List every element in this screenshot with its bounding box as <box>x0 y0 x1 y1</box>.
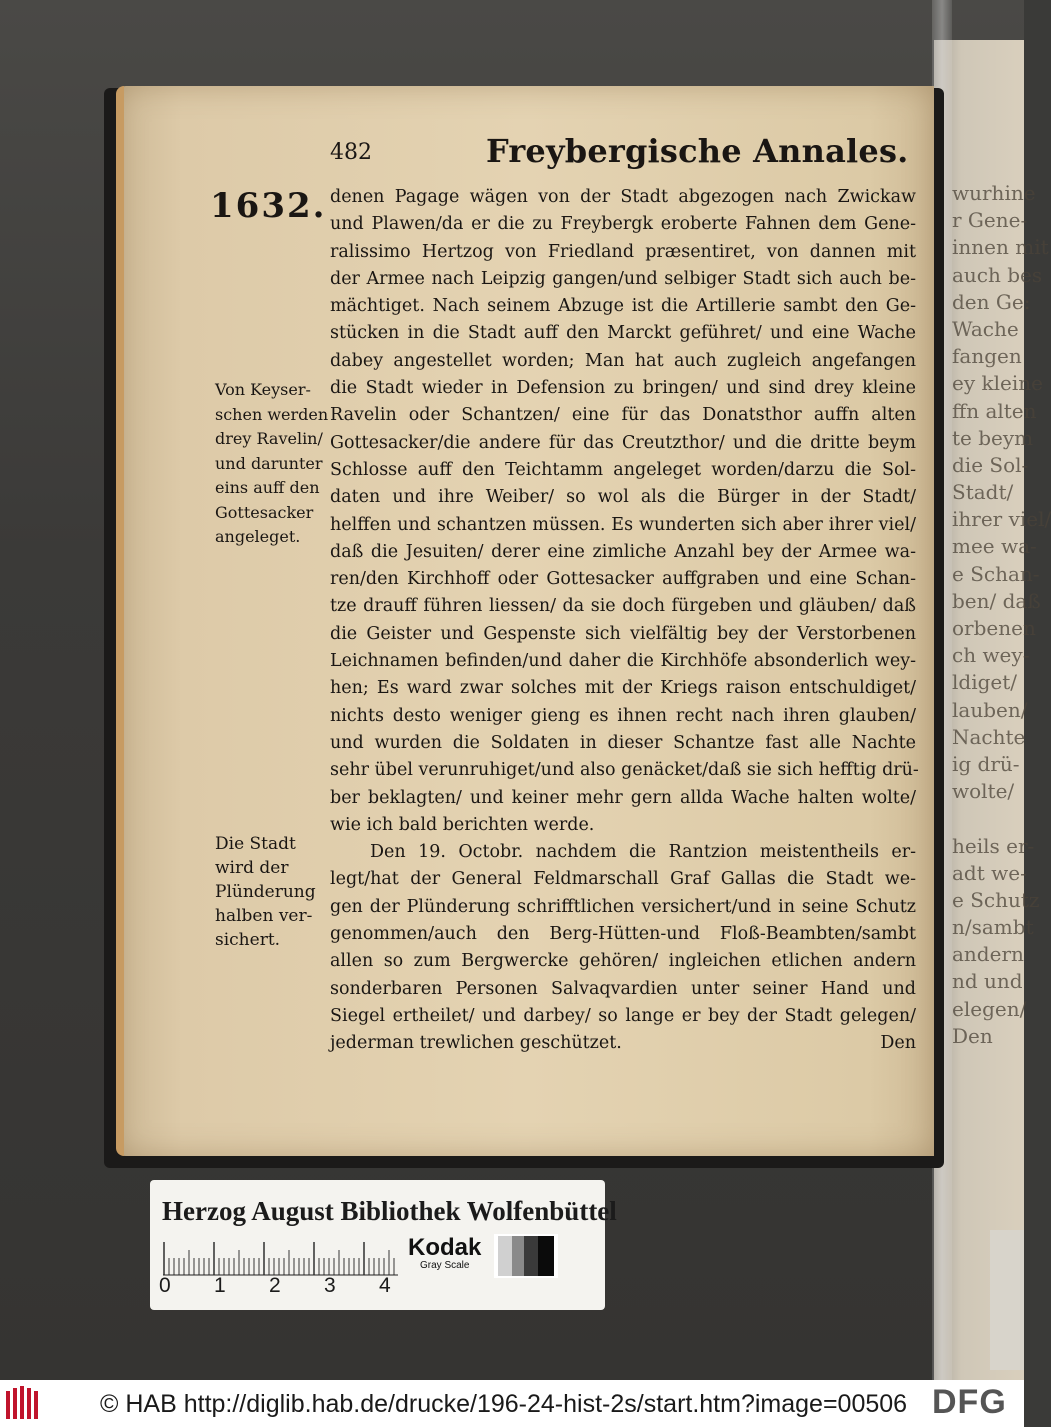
facing-page-line: Wache <box>952 316 1019 341</box>
facing-page-line <box>952 805 1024 832</box>
text-line: Siegel ertheilet/ und darbey/ so lange er bey der Stadt gelegen/ <box>330 1005 916 1026</box>
text-line: mächtiget. Nach seinem Abzuge ist die Artillerie sambt den Ge- <box>330 296 916 317</box>
facing-page-line: Nachte <box>952 724 1026 749</box>
facing-page-line: nd und <box>952 969 1023 994</box>
text-line: allen so zum Bergwercke gehören/ ingleichen etlichen andern <box>330 951 916 972</box>
ruler-scale <box>163 1238 398 1276</box>
facing-page-line: n/sambt <box>952 915 1034 940</box>
facing-page-line: ldiget/ <box>952 670 1018 695</box>
ruler-number: 3 <box>324 1274 336 1297</box>
gloss-line: Von Keyser- <box>215 380 311 399</box>
facing-page-line: r Gene- <box>952 208 1028 233</box>
facing-page-line: ben/ daß <box>952 588 1041 613</box>
gloss-line: Plünderung <box>215 882 316 902</box>
facing-page-line: ig drü- <box>952 751 1020 776</box>
facing-page-line: Stadt/ <box>952 480 1014 505</box>
ruler-number: 2 <box>269 1274 281 1297</box>
text-line: Den 19. Octobr. nachdem die Rantzion meistentheils er- <box>370 842 916 863</box>
ruler-number: 0 <box>159 1274 171 1297</box>
library-name: Herzog August Bibliothek Wolfenbüttel <box>162 1196 617 1226</box>
text-line: sehr übel verunruhiget/und also genäcket/daß sie sich hefftig drü- <box>330 760 919 781</box>
kodak-subtitle: Gray Scale <box>420 1260 470 1271</box>
text-line: ren/den Kirchhoff oder Gottesacker auffgraben und eine Schan- <box>330 569 916 590</box>
ruler-number: 4 <box>379 1274 391 1297</box>
text-line: Gottesacker/die andere für das Creutzthor/ und die dritte beym <box>330 432 916 453</box>
text-line: die Stadt wieder in Defension zu bringen/ und sind drey kleine <box>330 378 916 399</box>
text-line: die Geister und Gespenste sich vielfältig bey der Verstorbenen <box>330 623 916 644</box>
dfg-logo: DFG <box>932 1383 1007 1421</box>
text-line: daten und ihre Weiber/ so wol als die Bürger in der Stadt/ <box>330 487 916 508</box>
facing-page-line: elegen/ <box>952 996 1027 1021</box>
grayscale-patch <box>494 1234 558 1278</box>
running-title: Freybergische Annales. <box>486 132 909 170</box>
margin-note-ravelins <box>215 378 329 550</box>
text-line: jederman trewlichen geschützet. <box>330 1033 622 1054</box>
text-line: der Armee nach Leipzig gangen/und selbiger Stadt sich auch be- <box>330 268 916 289</box>
copyright-url[interactable]: © HAB http://diglib.hab.de/drucke/196-24-hist-2s/start.htm?image=00506 <box>100 1390 908 1418</box>
gloss-line: sichert. <box>215 930 281 950</box>
year-marker: 1632. <box>210 186 327 226</box>
gloss-line: schen werden <box>215 404 329 424</box>
text-line: helffen und schantzen müssen. Es wunderten sich aber ihrer viel/ <box>330 514 916 535</box>
facing-page-line: Den <box>952 1023 993 1048</box>
facing-page-line: mee wa- <box>952 534 1037 559</box>
gloss-line: wird der <box>215 858 289 878</box>
ruler-number: 1 <box>214 1274 226 1297</box>
text-line: wie ich bald berichten werde. <box>330 814 595 835</box>
facing-page-line: wolte/ <box>952 779 1015 804</box>
facing-page-line: fangen <box>952 344 1022 369</box>
text-line: Ravelin oder Schantzen/ eine für das Donatsthor auffn alten <box>330 405 916 426</box>
facing-page-line: innen mit <box>952 235 1049 260</box>
text-line: hen; Es ward zwar solches mit der Kriegs raison entschuldiget/ <box>330 678 916 699</box>
gloss-line: Gottesacker <box>215 502 314 522</box>
facing-page-line: adt we- <box>952 860 1027 885</box>
text-line: gen der Plünderung schrifftlichen versichert/und in seine Schutz <box>330 896 916 917</box>
text-line: Den <box>880 1033 916 1054</box>
facing-page-line: orbenen <box>952 616 1036 640</box>
ruler-labels <box>159 1274 403 1300</box>
text-line: genommen/auch den Berg-Hütten-und Floß-Beambten/sambt <box>330 924 916 945</box>
facing-page-line: e Schutz <box>952 887 1040 912</box>
facing-page-line: e Schan- <box>952 561 1040 586</box>
facing-page-text <box>952 180 1051 1050</box>
facing-page-line: wurhine <box>952 181 1036 205</box>
main-text-block <box>330 184 919 1058</box>
text-line: denen Pagage wägen von der Stadt abgezogen nach Zwickaw <box>330 187 916 207</box>
margin-note-plunder <box>215 832 323 952</box>
gloss-line: halben ver- <box>215 906 313 926</box>
facing-page-line: ch wey- <box>952 643 1030 668</box>
facing-page-line: lauben/ <box>952 697 1028 722</box>
text-line: dabey angestellet worden; Man hat auch zugleich angefangen <box>330 350 916 371</box>
facing-page-line: die Sol- <box>952 452 1029 477</box>
text-line: Leichnamen befinden/und daher die Kirchhöfe absonderlich wey- <box>330 651 916 672</box>
facing-page-line: ihrer viel/ <box>952 507 1051 532</box>
running-head <box>0 132 1024 178</box>
page-edge <box>116 86 124 1156</box>
text-line: legt/hat der General Feldmarschall Graf Gallas die Stadt we- <box>330 869 916 890</box>
gloss-line: angeleget. <box>215 527 301 546</box>
text-line: nichts desto weniger gieng es ihnen recht nach ihren glauben/ <box>330 705 916 726</box>
facing-page-line: andern <box>952 942 1024 967</box>
facing-page-line: heils er- <box>952 833 1035 858</box>
page-number: 482 <box>330 140 372 165</box>
facing-page-line: te beym <box>952 425 1034 450</box>
kodak-logo: Kodak <box>408 1234 482 1261</box>
hab-logo-icon <box>4 1385 44 1423</box>
facing-page-line: den Ge: <box>952 289 1031 314</box>
text-line: und wurden die Soldaten in dieser Schantze fast alle Nachte <box>330 732 916 753</box>
text-line: ralissimo Hertzog von Friedland præsentiret, von dannen mit <box>330 241 916 262</box>
side-label-strip <box>990 1230 1024 1370</box>
gloss-line: eins auff den <box>215 478 320 497</box>
gloss-line: Die Stadt <box>215 834 296 854</box>
text-line: stücken in die Stadt auff den Marckt geführet/ und eine Wache <box>330 323 916 344</box>
gloss-line: und darunter <box>215 453 323 473</box>
gloss-line: drey Ravelin/ <box>215 429 323 448</box>
text-line: und Plawen/da er die zu Freybergk eroberte Fahnen dem Gene- <box>330 214 916 235</box>
text-line: sonderbaren Personen Salvaqvardien unter seiner Hand und <box>330 978 916 999</box>
text-line: Schlosse auff den Teichtamm angeleget worden/darzu die Sol- <box>330 459 916 480</box>
facing-page-line: auch bes <box>952 262 1043 287</box>
text-line: ber beklagten/ und keiner mehr gern allda Wache halten wolte/ <box>330 787 916 808</box>
facing-page-line: ey kleine <box>952 371 1043 396</box>
text-line: daß die Jesuiten/ derer eine zimliche Anzahl bey der Armee wa- <box>330 541 916 562</box>
facing-page-line: ffn alten <box>952 398 1037 423</box>
text-line: tze drauff führen liessen/ da sie doch fürgeben und gläuben/ daß <box>330 596 916 617</box>
